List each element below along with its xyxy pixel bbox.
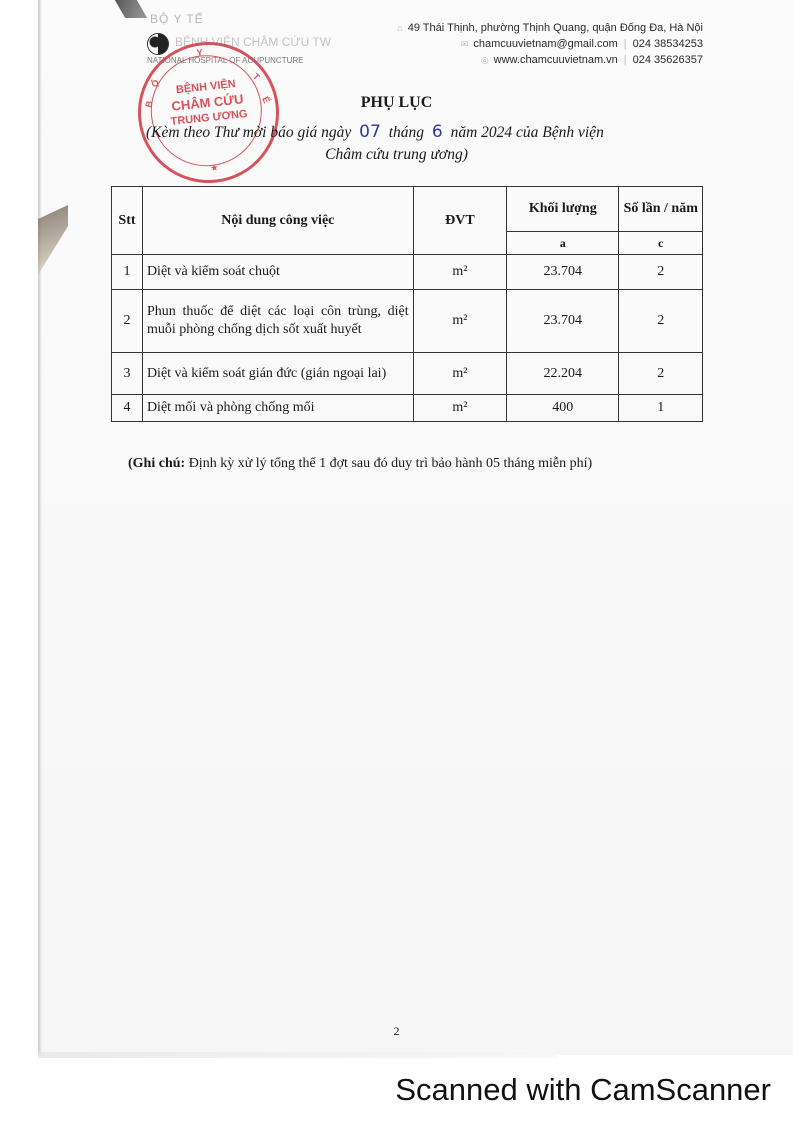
stamp-text: CHÂM CỨU xyxy=(170,91,245,114)
star-icon: ★ xyxy=(209,162,219,174)
work-table xyxy=(111,186,703,422)
email: chamcuuvietnam@gmail.com xyxy=(473,38,618,50)
website-fax-line xyxy=(481,54,703,66)
col-header-stt: Stt xyxy=(112,187,143,255)
address: 49 Thái Thịnh, phường Thịnh Quang, quận Đống Đa, Hà Nội xyxy=(407,22,703,34)
cell-content: Phun thuốc để diệt các loại côn trùng, diệt muỗi phòng chống dịch sốt xuất huyết xyxy=(142,290,413,353)
document-title: PHỤ LỤC xyxy=(360,94,433,111)
email-icon: ✉ xyxy=(460,39,469,49)
cell-stt: 4 xyxy=(112,395,143,422)
table-row xyxy=(112,255,703,290)
cell-volume: 22.204 xyxy=(507,353,619,395)
address-line xyxy=(397,22,703,34)
document-subtitle-line2: Châm cứu trung ương) xyxy=(325,146,468,163)
cell-times: 2 xyxy=(619,353,703,395)
cell-content: Diệt và kiểm soát gián đức (gián ngoại lai) xyxy=(142,353,413,395)
table-row xyxy=(112,353,703,395)
cell-volume: 23.704 xyxy=(507,255,619,290)
hospital-name: BỆNH VIỆN CHÂM CỨU TW xyxy=(175,35,332,49)
cell-unit: m² xyxy=(413,395,506,422)
table-row xyxy=(112,290,703,353)
col-header-volume: Khối lượng xyxy=(507,187,619,232)
cell-content: Diệt mối và phòng chống mối xyxy=(142,395,413,422)
stamp-letter: Ộ xyxy=(149,77,162,90)
phone: 024 38534253 xyxy=(632,38,703,50)
note-label: (Ghi chú: xyxy=(128,456,186,471)
email-phone-line xyxy=(461,38,703,50)
stamp-letter: B xyxy=(143,99,155,109)
cell-volume: 23.704 xyxy=(507,290,619,353)
cell-volume: 400 xyxy=(507,395,619,422)
location-icon: ⌂ xyxy=(397,23,403,33)
cell-stt: 1 xyxy=(112,255,143,290)
col-subheader-volume: a xyxy=(507,232,619,255)
subtitle-month-word: tháng xyxy=(388,124,424,141)
cell-times: 2 xyxy=(619,290,703,353)
cell-stt: 3 xyxy=(112,353,143,395)
stamp-letter: Ế xyxy=(260,95,272,105)
subtitle-prefix: (Kèm theo Thư mời báo giá ngày xyxy=(146,124,352,141)
ministry-name: BỘ Y TẾ xyxy=(150,12,204,26)
page-number: 2 xyxy=(393,1024,400,1038)
note-text: Định kỳ xử lý tổng thể 1 đợt sau đó duy trì bảo hành 05 tháng miễn phí) xyxy=(188,456,593,471)
document-subtitle xyxy=(146,122,604,142)
cell-times: 1 xyxy=(619,395,703,422)
col-subheader-times: c xyxy=(619,232,703,255)
cell-unit: m² xyxy=(413,290,506,353)
handwritten-month: 6 xyxy=(431,122,443,142)
cell-stt: 2 xyxy=(112,290,143,353)
scan-bottom-band xyxy=(38,1052,558,1058)
cell-unit: m² xyxy=(413,255,506,290)
stamp-text: TRUNG ƯƠNG xyxy=(170,107,249,128)
website: www.chamcuuvietnam.vn xyxy=(493,54,618,66)
stamp-text: BỆNH VIỆN xyxy=(175,78,237,97)
handwritten-day: 07 xyxy=(359,122,381,142)
table-header-row xyxy=(112,187,703,232)
col-header-times: Số lần / năm xyxy=(619,187,703,232)
camscanner-watermark: Scanned with CamScanner xyxy=(395,1072,771,1107)
table-note xyxy=(128,456,592,472)
table-row xyxy=(112,395,703,422)
separator: | xyxy=(623,54,627,66)
subtitle-suffix: năm 2024 của Bệnh viện xyxy=(450,124,604,141)
globe-icon: ◎ xyxy=(480,55,489,65)
fax: 024 35626357 xyxy=(632,54,703,66)
hospital-logo-icon xyxy=(147,33,169,55)
stamp-letter: Y xyxy=(196,47,204,58)
col-header-unit: ĐVT xyxy=(413,187,506,255)
cell-unit: m² xyxy=(413,353,506,395)
col-header-content: Nội dung công việc xyxy=(142,187,413,255)
hospital-name-en: NATIONAL HOSPITAL OF ACUPUNCTURE xyxy=(147,56,304,65)
stamp-letter: T xyxy=(250,71,262,83)
cell-times: 2 xyxy=(619,255,703,290)
cell-content: Diệt và kiểm soát chuột xyxy=(142,255,413,290)
separator: | xyxy=(623,38,627,50)
